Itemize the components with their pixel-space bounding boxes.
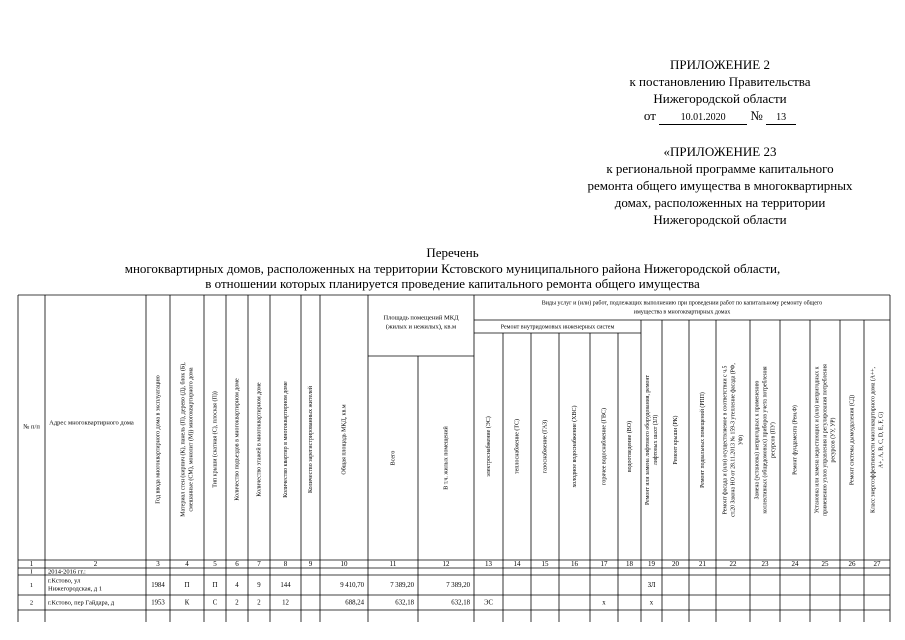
column-number: 26	[848, 560, 856, 569]
header-c25a: Установка или замена недостающих и (или) непригодных к	[814, 366, 821, 514]
column-number: 25	[821, 560, 829, 569]
header-c16: холодное водоснабжение (ХВС)	[571, 405, 578, 488]
row-year: 1953	[151, 599, 165, 607]
column-number: 24	[791, 560, 799, 569]
header-c9: Количество зарегистрированных жителей	[307, 385, 314, 494]
row-gvs: х	[602, 599, 606, 607]
column-number: 3	[156, 560, 160, 569]
row-number: 2	[29, 599, 34, 607]
appendix2-line3: ремонта общего имущества в многоквартирных	[587, 178, 853, 193]
title-line2: многоквартирных домов, расположенных на территории Кстовского муниципального района Нижегородской области,	[124, 260, 781, 276]
row-address: г.Кстово, пер Гайдара, д	[48, 599, 115, 607]
header-c17: горячее водоснабжение (ГВС)	[601, 408, 608, 485]
appendix2-line5: Нижегородской области	[653, 212, 787, 227]
row-year: 1984	[151, 582, 165, 590]
row-zl: х	[649, 599, 654, 607]
header-c20: Ремонт крыши (РК)	[672, 415, 679, 465]
column-number: 7	[257, 560, 261, 569]
column-number: 23	[761, 560, 769, 569]
header-c26: Ремонт системы дымоудаления (СД)	[849, 394, 856, 486]
column-number: 20	[672, 560, 679, 569]
header-c19b: лифтовых шахт (ЗЛ)	[652, 414, 659, 466]
number-value: 13	[766, 112, 796, 125]
period-number: I	[30, 568, 33, 576]
header-c18: водоотведение (ВО)	[626, 420, 633, 473]
row-area_all: 7 389,20	[390, 582, 414, 590]
row-floors: 9	[257, 582, 261, 590]
header-c4b: смешанные (СМ), монолит (М)) многоквартирного дома	[188, 367, 195, 512]
header-c23a: Замена (установка) непригодных к применению	[754, 380, 761, 500]
row-flats: 144	[280, 582, 291, 590]
row-entrances: 2	[235, 599, 239, 607]
row-zl: ЗЛ	[647, 582, 656, 590]
header-c23c: ресурсов (ПУ)	[770, 422, 777, 458]
header-c10: Общая площадь МКД, кв.м	[341, 404, 348, 475]
row-roof: П	[212, 582, 218, 590]
column-number: 1	[29, 560, 34, 569]
appendix1-line3: Нижегородской области	[653, 91, 787, 106]
header-c22a: Ремонт фасада и (или) осуществляемое в соответствии с ч.5	[722, 365, 729, 515]
row-address-cont: Нижегородская, д 1	[48, 585, 103, 593]
header-c3: Год ввода многоквартирного дома в эксплуатацию	[155, 375, 162, 504]
row-entrances: 4	[235, 582, 239, 590]
number-sign: №	[750, 108, 763, 123]
row-flats: 12	[282, 599, 289, 607]
header-c7: Количество этажей в многоквартирном доме	[256, 382, 263, 497]
header-c6: Количество подъездов в многоквартирном доме	[234, 378, 241, 501]
header-works-group: Виды услуг и (или) работ, подлежащих выполнению при проведении работ по капитальному ремонту общего	[541, 300, 823, 307]
header-c25c: ресурсов (УУ, УР)	[830, 417, 837, 463]
header-c14: теплоснабжение (ТС)	[514, 418, 521, 475]
header-c25b: применению узлов управления и регулирования потребления	[822, 364, 829, 516]
header-c13: электроснабжение (ЭС)	[485, 416, 492, 477]
column-number: 15	[541, 560, 549, 569]
row-area_all: 632,18	[395, 599, 414, 607]
header-area-group-units: (жилых и нежилых), кв.м	[385, 323, 457, 331]
column-number: 14	[513, 560, 521, 569]
column-number: 9	[308, 560, 313, 569]
header-systems-group: Ремонт внутридомовых инженерных систем	[500, 324, 615, 331]
row-roof: С	[212, 599, 218, 607]
header-c15: газоснабжение (ГАЗ)	[542, 419, 549, 474]
row-number: 1	[29, 581, 34, 589]
header-c27a: Класс энергоэффективности многоквартирного дома (А++,	[870, 367, 877, 513]
date-value: 10.01.2020	[659, 112, 747, 125]
header-num: № п/п	[23, 423, 40, 431]
column-number: 19	[648, 560, 655, 569]
column-number: 6	[235, 560, 239, 569]
from-label: от	[643, 108, 656, 123]
header-c4a: Материал стен (кирпич (К), панель (П), дерево (Д), блок (Б),	[180, 362, 187, 517]
column-number: 17	[600, 560, 608, 569]
appendix2-line2: к региональной программе капитального	[606, 161, 834, 176]
appendix1-heading: ПРИЛОЖЕНИЕ 2	[670, 57, 770, 72]
row-total: 688,24	[345, 599, 364, 607]
column-number: 2	[93, 560, 98, 569]
appendix2-line4: домах, расположенных на территории	[614, 195, 826, 210]
row-wall: К	[184, 599, 190, 607]
row-total: 9 410,70	[340, 582, 364, 590]
header-area-living: В т.ч. жилых помещений	[443, 426, 450, 490]
column-number: 5	[213, 560, 217, 569]
header-c27b: А+, А, В, С, D, E, F, G)	[878, 411, 885, 469]
row-floors: 2	[257, 599, 261, 607]
column-number: 16	[571, 560, 578, 569]
header-c23b: коллективных (общедомовых) приборов учета потребления	[762, 366, 769, 514]
column-number: 18	[626, 560, 633, 569]
column-number: 21	[699, 560, 706, 569]
header-works-group-2: имущества в многоквартирных домах	[633, 309, 731, 316]
row-wall: П	[184, 582, 190, 590]
period-label: 2014-2016 гг.:	[48, 568, 86, 576]
column-number: 22	[729, 560, 737, 569]
header-c19a: Ремонт или замена лифтового оборудования, ремонт	[644, 374, 651, 506]
header-area-group: Площадь помещений МКД	[383, 314, 459, 322]
row-area_living: 632,18	[451, 599, 470, 607]
title-line3: в отношении которых планируется проведение капитального ремонта общего имущества	[205, 276, 700, 291]
column-number: 12	[442, 560, 450, 569]
title-line1: Перечень	[426, 245, 479, 260]
header-c22c: УФ)	[738, 434, 745, 446]
header-area-total: Всего	[390, 450, 397, 466]
header-c21: Ремонт подвальных помещений (РПП)	[699, 392, 706, 488]
column-number: 4	[185, 560, 189, 569]
header-address: Адрес многоквартирного дома	[49, 419, 134, 427]
appendix2-heading: «ПРИЛОЖЕНИЕ 23	[663, 144, 777, 159]
row-area_living: 7 389,20	[446, 582, 470, 590]
header-c8: Количество квартир в многоквартирном доме	[282, 381, 289, 498]
row-es: ЭС	[483, 599, 494, 607]
column-number: 27	[873, 560, 881, 569]
header-c5: Тип крыши (скатная (С), плоская (П))	[212, 391, 219, 488]
appendix1-line2: к постановлению Правительства	[629, 74, 811, 89]
column-number: 13	[485, 560, 492, 569]
header-c24: Ремонт фундамента (Рем.Ф)	[792, 405, 799, 475]
row-address: г.Кстово, ул	[48, 577, 81, 585]
column-number: 11	[389, 560, 397, 569]
column-number: 10	[340, 560, 348, 569]
column-number: 8	[283, 560, 288, 569]
header-c22b: ст.20 Закона НО от 28.11.2013 № 159-З утепление фасада (РФ,	[730, 363, 737, 517]
